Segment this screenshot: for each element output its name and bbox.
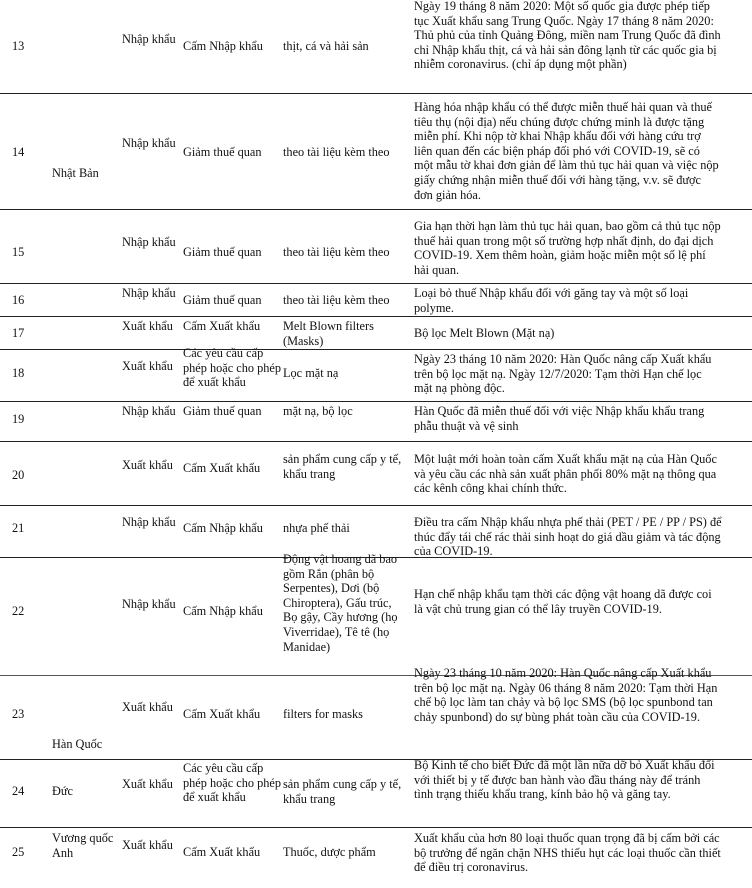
- row-divider: [0, 441, 752, 442]
- measure-cell: Cấm Nhập khẩu: [183, 521, 263, 535]
- trade-type-cell: Nhập khẩu: [122, 235, 176, 249]
- row-number: 18: [12, 366, 25, 380]
- description-cell: Bộ Kinh tế cho biết Đức đã một lần nữa dỡ bỏ Xuất khẩu đối với thiết bị y tế được ban hành vào đầu tháng này để tránh tình trạng thiếu khẩu trang, kính bảo hộ và găng tay.: [414, 758, 715, 802]
- row-divider: [0, 93, 752, 94]
- description-cell: Hàn Quốc đã miễn thuế đối với việc Nhập khẩu khẩu trang phẫu thuật và vệ sinh: [414, 404, 705, 433]
- product-cell: filters for masks: [283, 707, 363, 721]
- measure-cell: Cấm Xuất khẩu: [183, 707, 261, 721]
- trade-type-cell: Nhập khẩu: [122, 404, 176, 418]
- row-number: 13: [12, 39, 25, 53]
- product-cell: Melt Blown filters (Masks): [283, 319, 374, 348]
- measure-cell: Giảm thuế quan: [183, 145, 262, 159]
- product-cell: theo tài liệu kèm theo: [283, 245, 390, 259]
- measure-cell: Các yêu cầu cấp phép hoặc cho phép để xuất khẩu: [183, 761, 281, 805]
- row-divider: [0, 316, 752, 317]
- product-cell: nhựa phế thải: [283, 521, 350, 535]
- product-cell: theo tài liệu kèm theo: [283, 293, 390, 307]
- measure-cell: Giảm thuế quan: [183, 404, 262, 418]
- description-cell: Xuất khẩu của hơn 80 loại thuốc quan trọng đã bị cấm bởi các bộ trưởng để ngăn chặn NHS thiếu hụt các loại thuốc cần thiết để điều trị coronavirus.: [414, 831, 721, 875]
- row-number: 22: [12, 604, 25, 618]
- row-number: 24: [12, 784, 25, 798]
- description-cell: Ngày 23 tháng 10 năm 2020: Hàn Quốc nâng cấp Xuất khẩu trên bộ lọc mặt nạ. Ngày 12/7/2020: Tạm thời Hạn chế lọc mặt nạ phòng độc.: [414, 352, 712, 396]
- trade-type-cell: Xuất khẩu: [122, 359, 173, 373]
- trade-type-cell: Nhập khẩu: [122, 515, 176, 529]
- description-cell: Hàng hóa nhập khẩu có thể được miễn thuế hải quan và thuế tiêu thụ (nội địa) nếu chúng được chứng minh là được tặng miễn phí. Khi nộp tờ khai Nhập khẩu đối với hàng cứu trợ liên quan đến các biện pháp đối phó với COVID-19, sẽ có một mẫu tờ khai đơn giản để làm thủ tục hải quan và việc nộp giấy chứng nhận miễn thuế đối với hàng tặng, v.v. sẽ được đơn giản hóa.: [414, 100, 719, 202]
- product-cell: sản phẩm cung cấp y tế, khẩu trang: [283, 777, 402, 806]
- trade-type-cell: Nhập khẩu: [122, 136, 176, 150]
- description-cell: Bộ lọc Melt Blown (Mặt nạ): [414, 326, 555, 340]
- trade-type-cell: Xuất khẩu: [122, 838, 173, 852]
- row-divider: [0, 209, 752, 210]
- row-divider: [0, 401, 752, 402]
- product-cell: Động vật hoang dã bao gồm Rắn (phân bộ Serpentes), Dơi (bộ Chiroptera), Gấu trúc, Bọ gậy, Cầy hương (họ Viverridae), Tê tê (họ Manidae): [283, 552, 398, 654]
- description-cell: Ngày 19 tháng 8 năm 2020: Một số quốc gia được phép tiếp tục Xuất khẩu sang Trung Quốc. Ngày 17 tháng 8 năm 2020: Thủ phủ của tỉnh Quảng Đông, miền nam Trung Quốc đã đình chỉ Nhập khẩu thịt, cá và hải sản đông lạnh từ các quốc gia bị nhiễm coronavirus. (chỉ áp dụng một phần): [414, 0, 721, 72]
- trade-type-cell: Xuất khẩu: [122, 700, 173, 714]
- product-cell: thịt, cá và hải sản: [283, 39, 369, 53]
- description-cell: Gia hạn thời hạn làm thủ tục hải quan, bao gồm cả thủ tục nộp thuế hải quan trong một số trường hợp nhất định, do đại dịch COVID-19. Xem thêm hoàn, giảm hoặc miễn một số lệ phí hải quan.: [414, 219, 721, 277]
- measure-cell: Giảm thuế quan: [183, 245, 262, 259]
- row-divider: [0, 283, 752, 284]
- description-cell: Một luật mới hoàn toàn cấm Xuất khẩu mặt nạ của Hàn Quốc và yêu cầu các nhà sản xuất phân phối 80% mặt nạ thông qua các kênh công khai chính thức.: [414, 452, 717, 496]
- trade-type-cell: Xuất khẩu: [122, 458, 173, 472]
- product-cell: Thuốc, dược phẩm: [283, 845, 376, 859]
- row-number: 17: [12, 326, 25, 340]
- description-cell: Ngày 23 tháng 10 năm 2020: Hàn Quốc nâng cấp Xuất khẩu trên bộ lọc mặt nạ. Ngày 06 tháng 8 năm 2020: Tạm thời Hạn chế bộ lọc làm tan chảy và bộ lọc SMS (bộ lọc spunbond tan chảy spunbond) do sự bùng phát toàn cầu của COVID-19.: [414, 666, 718, 724]
- product-cell: Lọc mặt nạ: [283, 366, 339, 380]
- trade-type-cell: Xuất khẩu: [122, 777, 173, 791]
- country-cell: Đức: [52, 784, 74, 798]
- trade-type-cell: Nhập khẩu: [122, 286, 176, 300]
- row-number: 25: [12, 845, 25, 859]
- row-divider: [0, 827, 752, 828]
- description-cell: Loại bỏ thuế Nhập khẩu đối với găng tay và một số loại polyme.: [414, 286, 689, 315]
- measure-cell: Các yêu cầu cấp phép hoặc cho phép để xuất khẩu: [183, 346, 281, 390]
- row-number: 21: [12, 521, 25, 535]
- country-cell: Nhật Bản: [52, 166, 99, 180]
- product-cell: theo tài liệu kèm theo: [283, 145, 390, 159]
- trade-type-cell: Nhập khẩu: [122, 597, 176, 611]
- measure-cell: Giảm thuế quan: [183, 293, 262, 307]
- measure-cell: Cấm Nhập khẩu: [183, 39, 263, 53]
- product-cell: sản phẩm cung cấp y tế, khẩu trang: [283, 452, 402, 481]
- row-number: 20: [12, 468, 25, 482]
- row-divider: [0, 505, 752, 506]
- row-number: 16: [12, 293, 25, 307]
- trade-type-cell: Nhập khẩu: [122, 32, 176, 46]
- trade-type-cell: Xuất khẩu: [122, 319, 173, 333]
- measure-cell: Cấm Xuất khẩu: [183, 845, 261, 859]
- row-number: 19: [12, 412, 25, 426]
- row-number: 15: [12, 245, 25, 259]
- country-cell: Vương quốc Anh: [52, 831, 114, 860]
- country-cell: Hàn Quốc: [52, 737, 103, 751]
- row-divider: [0, 349, 752, 350]
- row-number: 14: [12, 145, 25, 159]
- measure-cell: Cấm Xuất khẩu: [183, 319, 261, 333]
- description-cell: Hạn chế nhập khẩu tạm thời các động vật hoang dã được coi là vật chủ trung gian có thể lây truyền COVID-19.: [414, 587, 712, 616]
- measure-cell: Cấm Xuất khẩu: [183, 461, 261, 475]
- row-number: 23: [12, 707, 25, 721]
- measure-cell: Cấm Nhập khẩu: [183, 604, 263, 618]
- product-cell: mặt nạ, bộ lọc: [283, 404, 353, 418]
- description-cell: Điều tra cấm Nhập khẩu nhựa phế thải (PET / PE / PP / PS) để thúc đẩy tái chế rác thải sinh hoạt do giá dầu giảm và tác động của COVID-19.: [414, 515, 722, 559]
